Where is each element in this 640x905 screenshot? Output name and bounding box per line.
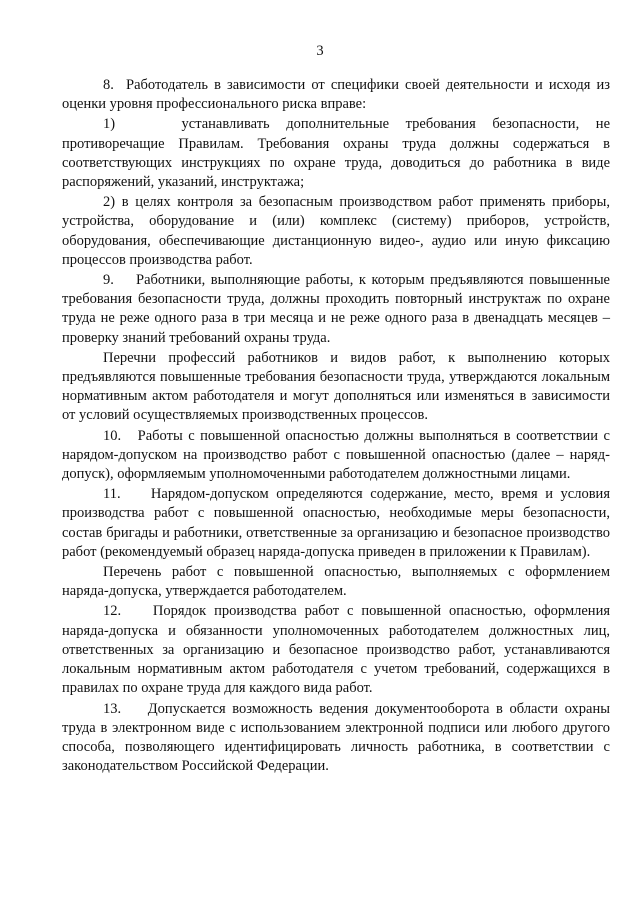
paragraph-8-item-1: 1) устанавливать дополнительные требования безопасности, не противоречащие Правилам. Требования охраны труда должны содержаться в соответствующих инструкциях по охране труда, доводиться до работника в виде распоряжений, указаний, инструктажа; bbox=[62, 116, 610, 191]
paragraph-10: 10. Работы с повышенной опасностью должны выполняться в соответствии с нарядом-допуском на производство работ с повышенной опасностью (далее – наряд-допуск), оформляемым уполномоченными работодателем должностными лицами. bbox=[62, 427, 610, 483]
page-number: 3 bbox=[316, 43, 324, 59]
paragraph-11: 11. Нарядом-допуском определяются содержание, место, время и условия производства работ с повышенной опасностью, необходимые меры безопасности, состав бригады и работники, ответственные за организацию и безопасное производство работ (рекомендуемый образец наряда-допуска приведен в приложении к Правилам). bbox=[62, 486, 610, 560]
paragraph-12: 12. Порядок производства работ с повышенной опасностью, оформления наряда-допуска и обязанности уполномоченных работодателем должностных лиц, ответственных за организацию и безопасное производство работ, устанавливаются локальным нормативным актом работодателя с учетом требований, содержащихся в правилах по охране труда для каждого вида работ. bbox=[62, 603, 610, 697]
paragraph-8: 8. Работодатель в зависимости от специфики своей деятельности и исходя из оценки уровня профессионального риска вправе: bbox=[62, 77, 610, 113]
paragraph-9-continuation: Перечни профессий работников и видов работ, к выполнению которых предъявляются повышенные требования безопасности труда, утверждаются локальным нормативным актом работодателя и могут дополняться или изменяться в зависимости от условий осуществляемых производственных процессов. bbox=[62, 349, 610, 424]
paragraph-13: 13. Допускается возможность ведения документооборота в области охраны труда в электронном виде с использованием электронной подписи или любого другого способа, позволяющего идентифицировать личность работника, в соответствии с законодательством Российской Федерации. bbox=[62, 700, 610, 775]
paragraph-11-continuation: Перечень работ с повышенной опасностью, выполняемых с оформлением наряда-допуска, утверждается работодателем. bbox=[62, 564, 610, 600]
paragraph-9: 9. Работники, выполняющие работы, к которым предъявляются повышенные требования безопасности труда, должны проходить повторный инструктаж по охране труда не реже одного раза в три месяца и не реже одного раза в двенадцать месяцев – проверку знаний требований охраны труда. bbox=[62, 272, 610, 346]
document-body bbox=[62, 76, 610, 777]
paragraph-8-item-2: 2) в целях контроля за безопасным производством работ применять приборы, устройства, оборудование и (или) комплекс (систему) приборов, устройств, оборудования, обеспечивающие дистанционную видео-, аудио или иную фиксацию процессов производства работ. bbox=[62, 194, 610, 268]
